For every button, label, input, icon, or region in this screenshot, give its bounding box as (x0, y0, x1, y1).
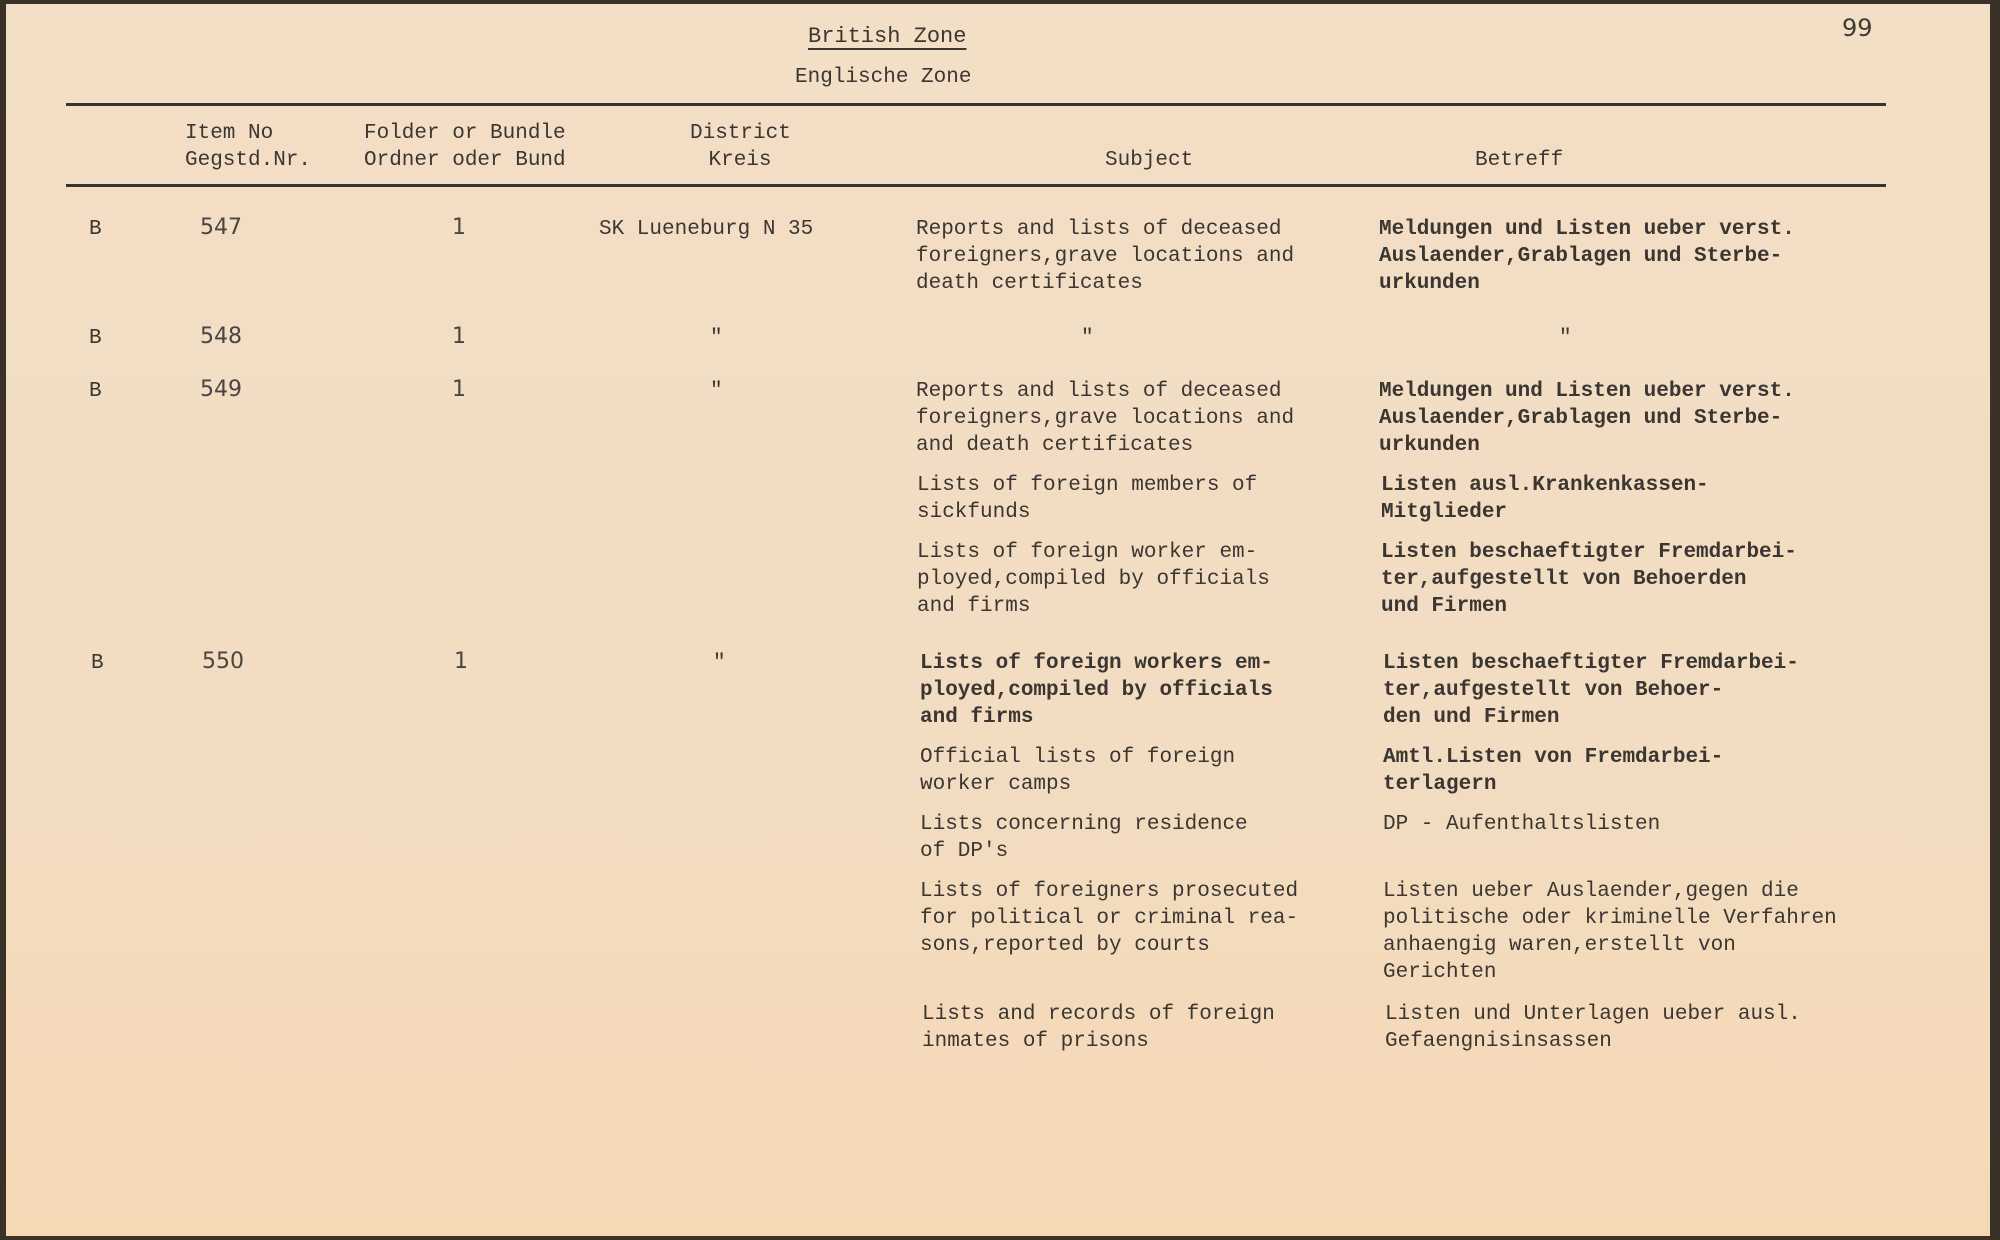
betreff-cell: " (1559, 327, 1572, 350)
betreff-cell: Amtl.Listen von Fremdarbei- terlagern (1383, 746, 1724, 796)
zone-cell: B (89, 327, 102, 350)
subject-cell: " (1081, 327, 1094, 350)
betreff-cell: Listen beschaeftigter Fremdarbei- ter,aufgestellt von Behoerden und Firmen (1381, 541, 1797, 618)
zone-cell: B (91, 652, 104, 675)
district-cell: SK Lueneburg N 35 (599, 218, 814, 241)
header-item-no-en: Item No (185, 122, 274, 145)
betreff-cell: Meldungen und Listen ueber verst. Auslaender,Grablagen und Sterbe- urkunden (1379, 218, 1795, 295)
page-number: 99 (1842, 14, 1873, 42)
header-district-en: District (690, 122, 791, 145)
betreff-cell: DP - Aufenthaltslisten (1383, 813, 1661, 836)
folder-cell: 1 (452, 215, 466, 240)
folder-cell: 1 (452, 324, 466, 349)
item-no-cell: 550 (202, 649, 244, 674)
subject-cell: Lists concerning residence of DP's (920, 813, 1248, 863)
betreff-cell: Listen ueber Auslaender,gegen die politische oder kriminelle Verfahren anhaengig waren,erstellt von Gerichten (1383, 880, 1837, 984)
folder-cell: 1 (454, 649, 468, 674)
header-district-de: Kreis (708, 149, 772, 172)
header-folder-de: Ordner oder Bund (364, 149, 566, 172)
page-subtitle: Englische Zone (795, 66, 972, 89)
subject-cell: Lists of foreign workers em- ployed,compiled by officials and firms (920, 652, 1273, 729)
district-cell: " (710, 327, 723, 350)
zone-cell: B (89, 218, 102, 241)
subject-cell: Official lists of foreign worker camps (920, 746, 1236, 796)
header-betreff: Betreff (1475, 149, 1564, 172)
document-page (6, 4, 1990, 1236)
subject-cell: Reports and lists of deceased foreigners,grave locations and and death certificates (916, 380, 1295, 457)
header-district (690, 120, 790, 174)
item-no-cell: 547 (200, 215, 242, 240)
zone-cell: B (89, 380, 102, 403)
subject-cell: Lists of foreign worker em- ployed,compiled by officials and firms (917, 541, 1270, 618)
betreff-cell: Listen ausl.Krankenkassen- Mitglieder (1381, 474, 1709, 524)
district-cell: " (713, 652, 726, 675)
subject-cell: Reports and lists of deceased foreigners,grave locations and death certificates (916, 218, 1295, 295)
header-item-no-de: Gegstd.Nr. (185, 149, 312, 172)
header-item-no (185, 120, 311, 174)
item-no-cell: 549 (200, 377, 242, 402)
item-no-cell: 548 (200, 324, 242, 349)
subject-cell: Lists and records of foreign inmates of prisons (922, 1003, 1275, 1053)
subject-cell: Lists of foreign members of sickfunds (917, 474, 1258, 524)
betreff-cell: Listen und Unterlagen ueber ausl. Gefaengnisinsassen (1385, 1003, 1801, 1053)
subject-cell: Lists of foreigners prosecuted for political or criminal rea- sons,reported by courts (920, 880, 1299, 957)
district-cell: " (710, 380, 723, 403)
page-title: British Zone (808, 24, 967, 49)
header-bottom-rule (66, 184, 1886, 187)
folder-cell: 1 (452, 377, 466, 402)
header-folder (364, 120, 566, 174)
header-subject: Subject (1105, 149, 1194, 172)
header-folder-en: Folder or Bundle (364, 122, 566, 145)
header-top-rule (66, 103, 1886, 106)
betreff-cell: Listen beschaeftigter Fremdarbei- ter,aufgestellt von Behoer- den und Firmen (1383, 652, 1799, 729)
betreff-cell: Meldungen und Listen ueber verst. Auslaender,Grablagen und Sterbe- urkunden (1379, 380, 1795, 457)
